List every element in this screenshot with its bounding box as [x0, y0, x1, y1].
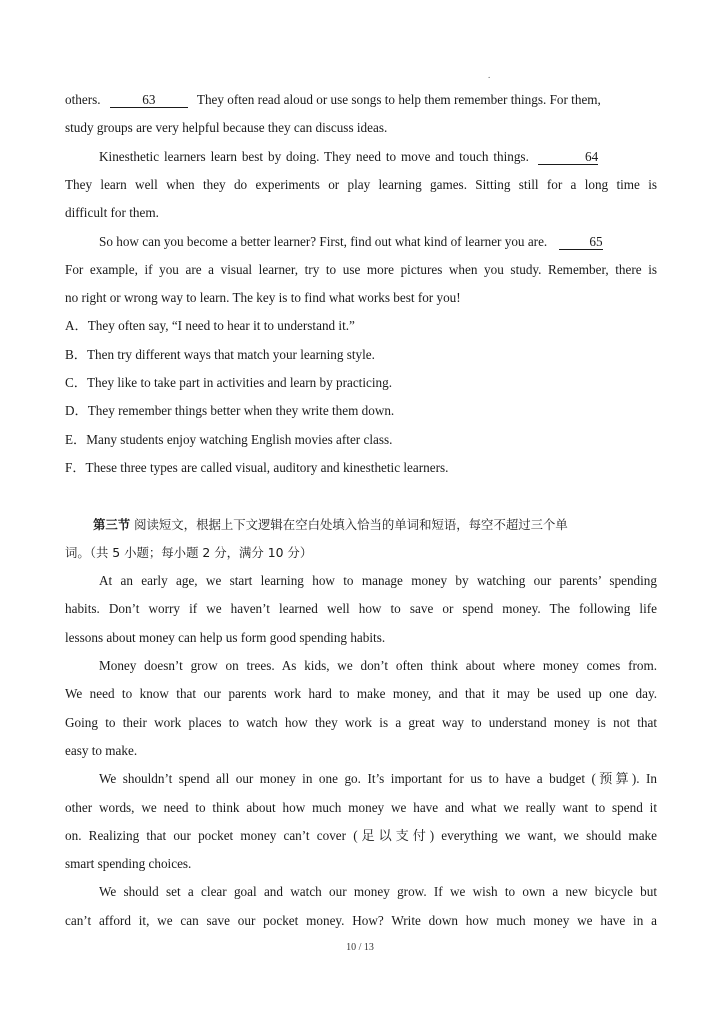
text-line: no right or wrong way to learn. The key is to find what works best for you! — [65, 290, 461, 305]
section-3-instruction — [65, 515, 657, 535]
text-line — [65, 232, 657, 252]
passage-line: can’t afford it, we can save our pocket money. How? Write down how much money we have in a — [65, 913, 657, 928]
option-d: D．They remember things better when they write them down. — [65, 403, 395, 418]
blank-65: 65 — [559, 234, 603, 250]
passage-line: lessons about money can help us form good spending habits. — [65, 630, 386, 645]
text-fragment: others. — [65, 92, 101, 107]
passage-line: Money doesn’t grow on trees. As kids, we don’t often think about where money comes from. — [99, 658, 657, 673]
section-3-instruction-cont: 词。（共 5 小题；每小题 2 分，满分 10 分） — [65, 545, 313, 560]
blank-64: 64 — [538, 149, 598, 165]
page-number: 10 / 13 — [346, 942, 374, 953]
text-line: difficult for them. — [65, 205, 159, 220]
text-line: They learn well when they do experiments or play learning games. Sitting still for a long time is — [65, 177, 657, 192]
passage-line: other words, we need to think about how much money we have and what we really want to spend it — [65, 800, 657, 815]
blank-63: 63 — [110, 92, 188, 108]
passage-line: We shouldn’t spend all our money in one go. It’s important for us to have a budget (预算). In — [99, 771, 657, 786]
text-line: study groups are very helpful because they can discuss ideas. — [65, 120, 388, 135]
option-c: C．They like to take part in activities and learn by practicing. — [65, 375, 393, 390]
passage-line: smart spending choices. — [65, 856, 192, 871]
option-f: F．These three types are called visual, auditory and kinesthetic learners. — [65, 460, 449, 475]
passage-line: We should set a clear goal and watch our money grow. If we wish to own a new bicycle but — [99, 884, 657, 899]
option-e: E．Many students enjoy watching English movies after class. — [65, 432, 393, 447]
text-line: For example, if you are a visual learner, try to use more pictures when you study. Remember, there is — [65, 262, 657, 277]
option-a: A．They often say, “I need to hear it to understand it.” — [65, 318, 355, 333]
passage-line: We need to know that our parents work hard to make money, and that it may be used up one day. — [65, 686, 657, 701]
text-line — [65, 90, 657, 110]
text-fragment: They often read aloud or use songs to help them remember things. For them, — [196, 92, 601, 107]
text-fragment: Kinesthetic learners learn best by doing. They need to move and touch things. — [99, 149, 529, 164]
text-fragment: So how can you become a better learner? First, find out what kind of learner you are. — [99, 234, 548, 249]
section-3-label: 第三节 — [93, 517, 131, 532]
text-line — [65, 147, 657, 167]
passage-line: on. Realizing that our pocket money can’t cover (足以支付) everything we want, we should make — [65, 828, 657, 843]
top-mark: . — [488, 70, 491, 80]
section-3-instruction-text: 阅读短文，根据上下文逻辑在空白处填入恰当的单词和短语，每空不超过三个单 — [134, 517, 568, 532]
passage-line: easy to make. — [65, 743, 138, 758]
passage-line: At an early age, we start learning how to manage money by watching our parents’ spending — [99, 573, 657, 588]
passage-line: Going to their work places to watch how they work is a great way to understand money is not that — [65, 715, 657, 730]
passage-line: habits. Don’t worry if we haven’t learned well how to save or spend money. The following life — [65, 601, 657, 616]
option-b: B．Then try different ways that match your learning style. — [65, 347, 375, 362]
